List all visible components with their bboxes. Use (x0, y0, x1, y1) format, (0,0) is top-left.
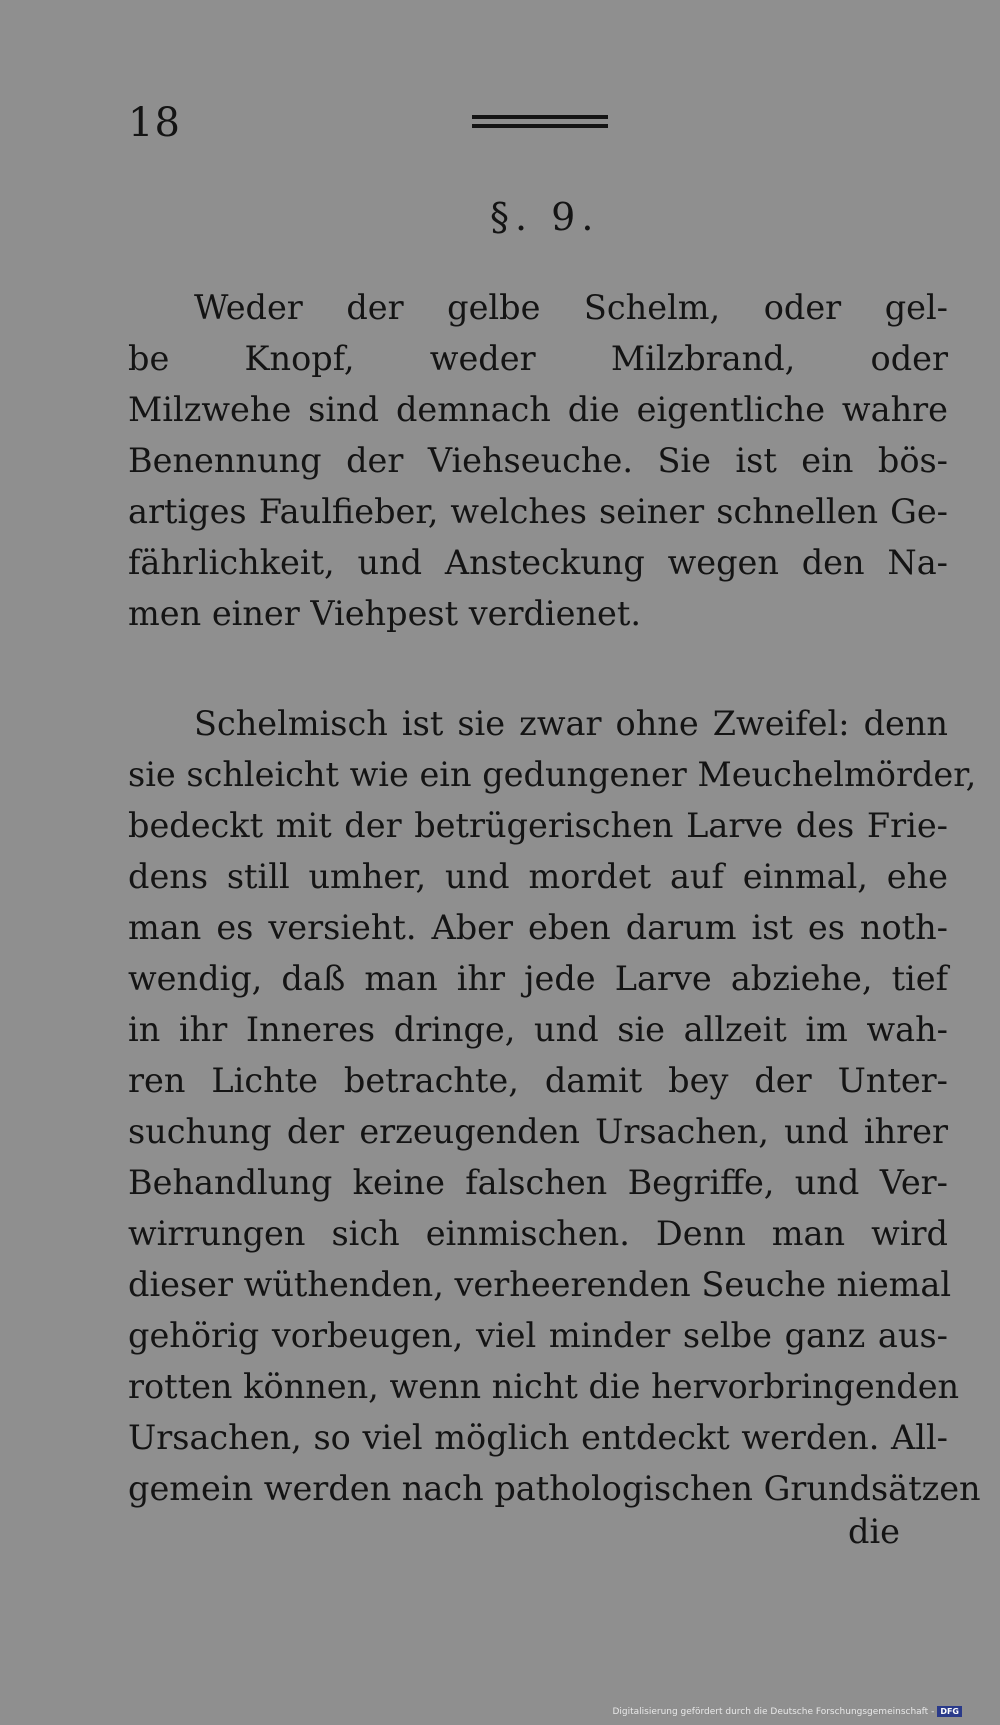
text-line: fährlichkeit, und Ansteckung wegen den Na- (128, 543, 948, 582)
text-line: be Knopf, weder Milzbrand, oder (128, 339, 948, 378)
footer-credit (612, 1706, 962, 1717)
text-line: suchung der erzeugenden Ursachen, und ihrer (128, 1112, 948, 1151)
page-number: 18 (128, 100, 181, 146)
text-line: Milzwehe sind demnach die eigentliche wahre (128, 390, 948, 429)
text-line: Behandlung keine falschen Begriffe, und Ver- (128, 1163, 948, 1202)
text-line: Ursachen, so viel möglich entdeckt werden. All- (128, 1418, 948, 1457)
text-line: rotten können, wenn nicht die hervorbringenden (128, 1367, 960, 1406)
text-line: gemein werden nach pathologischen Grundsätzen (128, 1469, 981, 1508)
footer-credit-text: Digitalisierung gefördert durch die Deutsche Forschungsgemeinschaft - (612, 1706, 935, 1717)
text-line: ren Lichte betrachte, damit bey der Unter- (128, 1061, 948, 1100)
paragraph-2 (128, 698, 981, 1514)
text-line: dens still umher, und mordet auf einmal, ehe (128, 857, 948, 896)
text-line: sie schleicht wie ein gedungener Meuchelmörder, (128, 755, 977, 794)
paragraph-1 (128, 282, 948, 639)
text-line: Schelmisch ist sie zwar ohne Zweifel: denn (194, 704, 948, 743)
text-line: dieser wüthenden, verheerenden Seuche niemal (128, 1265, 952, 1304)
text-line: in ihr Inneres dringe, und sie allzeit im wah- (128, 1010, 948, 1049)
text-line: Weder der gelbe Schelm, oder gel- (194, 288, 948, 327)
text-line: wirrungen sich einmischen. Denn man wird (128, 1214, 948, 1253)
text-line: gehörig vorbeugen, viel minder selbe ganz aus- (128, 1316, 948, 1355)
section-heading: §. 9. (490, 195, 600, 239)
text-line: wendig, daß man ihr jede Larve abziehe, tief (128, 959, 948, 998)
text-line: artiges Faulfieber, welches seiner schnellen Ge- (128, 492, 948, 531)
header-rule (472, 115, 608, 131)
text-line: man es versieht. Aber eben darum ist es noth- (128, 908, 948, 947)
text-line: Benennung der Viehseuche. Sie ist ein bös- (128, 441, 948, 480)
catchword: die (848, 1512, 900, 1551)
text-line: bedeckt mit der betrügerischen Larve des Frie- (128, 806, 948, 845)
text-line: men einer Viehpest verdienet. (128, 594, 641, 633)
dfg-logo-icon: DFG (937, 1706, 962, 1717)
